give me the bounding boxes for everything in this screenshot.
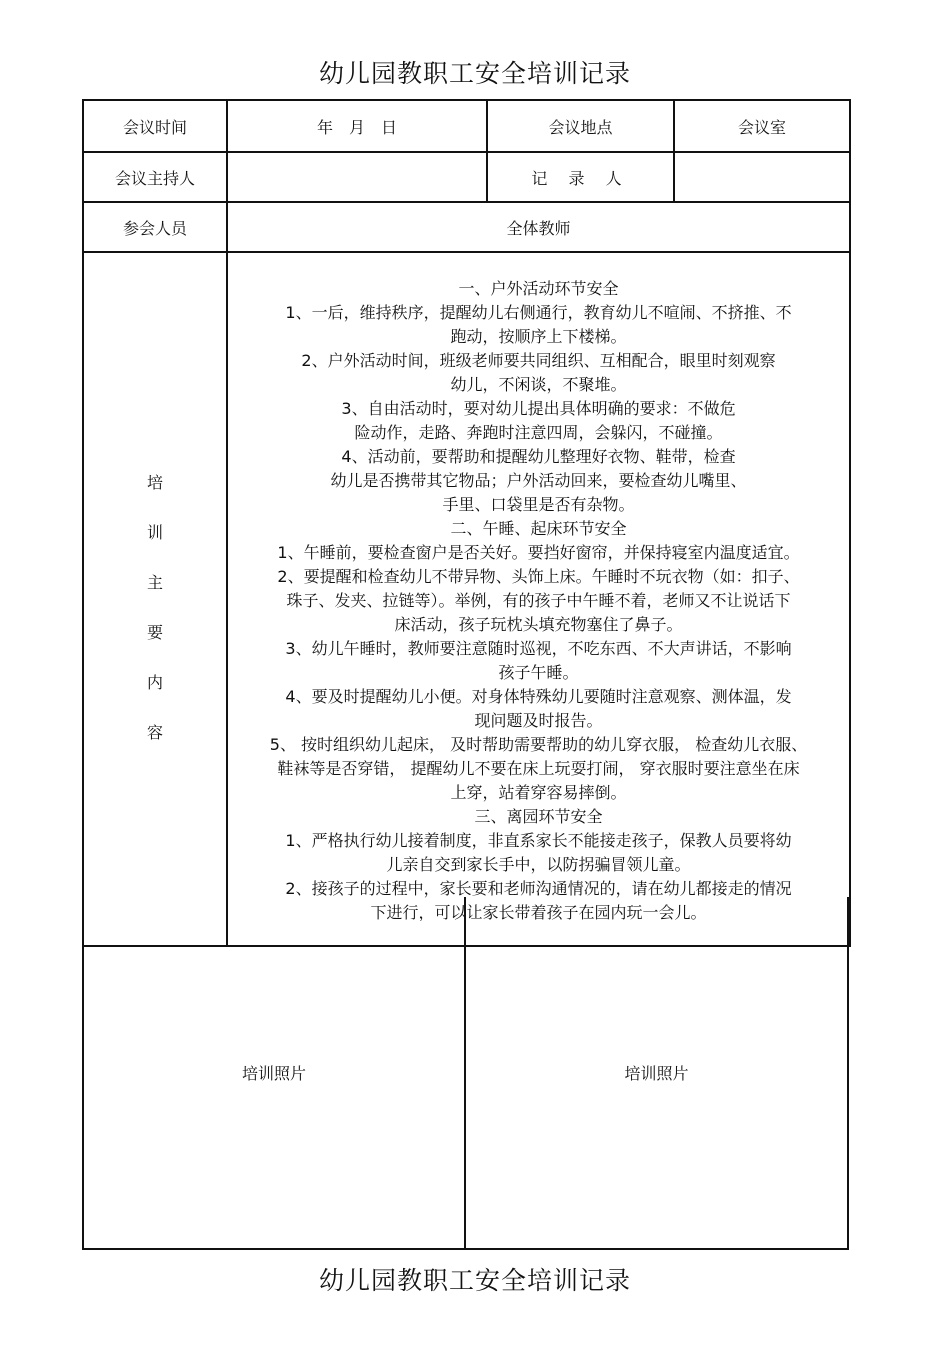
content-label-char: 要 bbox=[146, 623, 163, 642]
training-content-text: 一、户外活动环节安全 1、一后，维持秩序，提醒幼儿右侧通行，教育幼儿不喧闹、不挤推、不 跑动，按顺序上下楼梯。 2、户外活动时间，班级老师要共同组织、互相配合，眼里时刻观察 幼儿，不闲谈，不聚堆。 3、自由活动时，要对幼儿提出具体明确的要求：不做危 险动作，走路、奔跑时注意四周，会躲闪，不碰撞。 4、活动前，要帮助和提醒幼儿整理好衣物、鞋带，检查 幼儿是否携带其它物品；户外活动回来，要检查幼儿嘴里、 手里、口袋里是否有杂物。 二、午睡、起床环节安全 1、午睡前，要检查窗户是否关好。要挡好窗帘，并保持寝室内温度适宜。 2、要提醒和检查幼儿不带异物、头饰上床。午睡时不玩衣物（如：扣子、 珠子、发夹、拉链等）。举例，有的孩子中午睡不着，老师又不让说话下 床活动，孩子玩枕头填充物塞住了鼻子。 3、幼儿午睡时，教师要注意随时巡视，不吃东西、不大声讲话，不影响 孩子午睡。 4、要及时提醒幼儿小便。对身体特殊幼儿要随时注意观察、测体温，发 现问题及时报告。 5、 按时组织幼儿起床， 及时帮助需要帮助的幼儿穿衣服， 检查幼儿衣服、 鞋袜等是否穿错， 提醒幼儿不要在床上玩耍打闹， 穿衣服时要注意坐在床 上穿，站着穿容易摔倒。 三、离园环节安全 1、严格执行幼儿接着制度，非直系家长不能接走孩子，保教人员要将幼 儿亲自交到家长手中，以防拐骗冒领儿童。 2、接孩子的过程中，家长要和老师沟通情况的，请在幼儿都接走的情况 下进行，可以让家长带着孩子在园内玩一会儿。 bbox=[269, 279, 808, 921]
content-label-char: 主 bbox=[146, 573, 163, 592]
meeting-time-row bbox=[83, 100, 850, 152]
meeting-place-value: 会议室 bbox=[674, 100, 850, 152]
attendees-row bbox=[83, 202, 850, 252]
document-title: 幼儿园教职工安全培训记录 bbox=[318, 59, 631, 88]
photo-area bbox=[82, 897, 849, 1250]
footer-title: 幼儿园教职工安全培训记录 bbox=[318, 1266, 631, 1295]
host-label: 会议主持人 bbox=[83, 152, 227, 202]
meeting-time-label: 会议时间 bbox=[83, 100, 227, 152]
content-label-char: 内 bbox=[146, 673, 163, 692]
meeting-time-value: 年 月 日 bbox=[227, 100, 487, 152]
training-record-table bbox=[82, 99, 851, 947]
recorder-value bbox=[674, 152, 850, 202]
content-label-char: 培 bbox=[146, 473, 163, 492]
content-row bbox=[83, 252, 850, 946]
training-photo-left bbox=[84, 897, 466, 1248]
training-content-label bbox=[83, 252, 227, 946]
photo-label: 培训照片 bbox=[624, 1064, 689, 1083]
meeting-place-label: 会议地点 bbox=[487, 100, 674, 152]
training-photo-right bbox=[466, 897, 847, 1248]
attendees-label: 参会人员 bbox=[83, 202, 227, 252]
recorder-label: 记 录 人 bbox=[487, 152, 674, 202]
photo-label: 培训照片 bbox=[241, 1064, 306, 1083]
host-value bbox=[227, 152, 487, 202]
attendees-value: 全体教师 bbox=[227, 202, 850, 252]
content-label-char: 容 bbox=[146, 723, 163, 742]
training-content-cell bbox=[227, 252, 850, 946]
host-row bbox=[83, 152, 850, 202]
content-label-char: 训 bbox=[146, 523, 163, 542]
